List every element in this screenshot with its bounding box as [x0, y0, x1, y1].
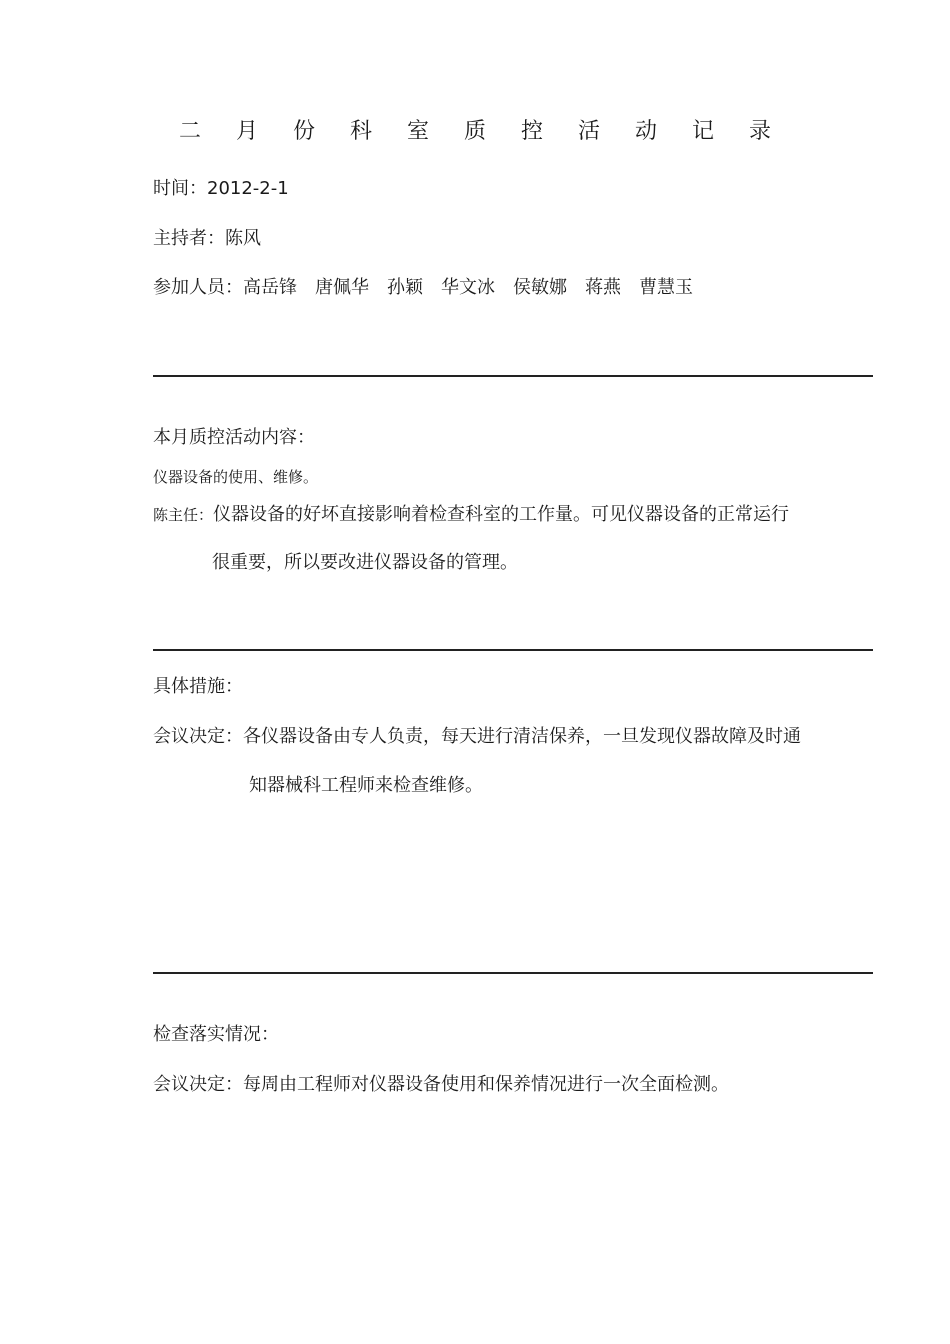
attendee-name: 曹慧玉 — [639, 277, 693, 298]
measures-heading: 具体措施： — [153, 676, 243, 697]
document-title: 二 月 份 科 室 质 控 活 动 记 录 — [179, 119, 785, 144]
check-decision-text: 每周由工程师对仪器设备使用和保养情况进行一次全面检测。 — [243, 1074, 729, 1095]
section-divider — [153, 375, 873, 377]
attendees-row — [153, 273, 693, 299]
check-heading: 检查落实情况： — [153, 1024, 279, 1045]
time-value: 2012-2-1 — [207, 178, 289, 199]
speech-line-2: 很重要，所以要改进仪器设备的管理。 — [212, 552, 518, 573]
attendee-name: 蒋燕 — [585, 277, 621, 298]
attendee-name: 侯敏娜 — [513, 277, 567, 298]
check-decision-row — [153, 1070, 729, 1096]
decision-line-1: 各仪器设备由专人负责，每天进行清洁保养，一旦发现仪器故障及时通 — [243, 726, 801, 747]
content-topic: 仪器设备的使用、维修。 — [153, 468, 319, 486]
attendee-name: 华文冰 — [441, 277, 495, 298]
measures-decision-row — [153, 722, 801, 748]
decision-label: 会议决定： — [153, 1074, 243, 1095]
attendee-name: 唐佩华 — [315, 277, 369, 298]
section-divider — [153, 972, 873, 974]
attendee-name: 孙颖 — [387, 277, 423, 298]
time-label: 时间： — [153, 178, 207, 199]
speaker-label: 陈主任： — [153, 506, 214, 524]
speech-line-1: 仪器设备的好坏直接影响着检查科室的工作量。可见仪器设备的正常运行 — [213, 504, 790, 525]
content-heading: 本月质控活动内容： — [153, 427, 315, 448]
decision-line-2: 知器械科工程师来检查维修。 — [249, 775, 483, 796]
decision-label: 会议决定： — [153, 726, 243, 747]
host-label: 主持者： — [153, 228, 225, 249]
time-row — [153, 174, 289, 200]
host-row — [153, 224, 261, 250]
attendees-label: 参加人员： — [153, 277, 243, 298]
attendee-name: 高岳锋 — [243, 277, 297, 298]
host-value: 陈风 — [225, 228, 261, 249]
section-divider — [153, 649, 873, 651]
speech-row — [153, 500, 789, 526]
